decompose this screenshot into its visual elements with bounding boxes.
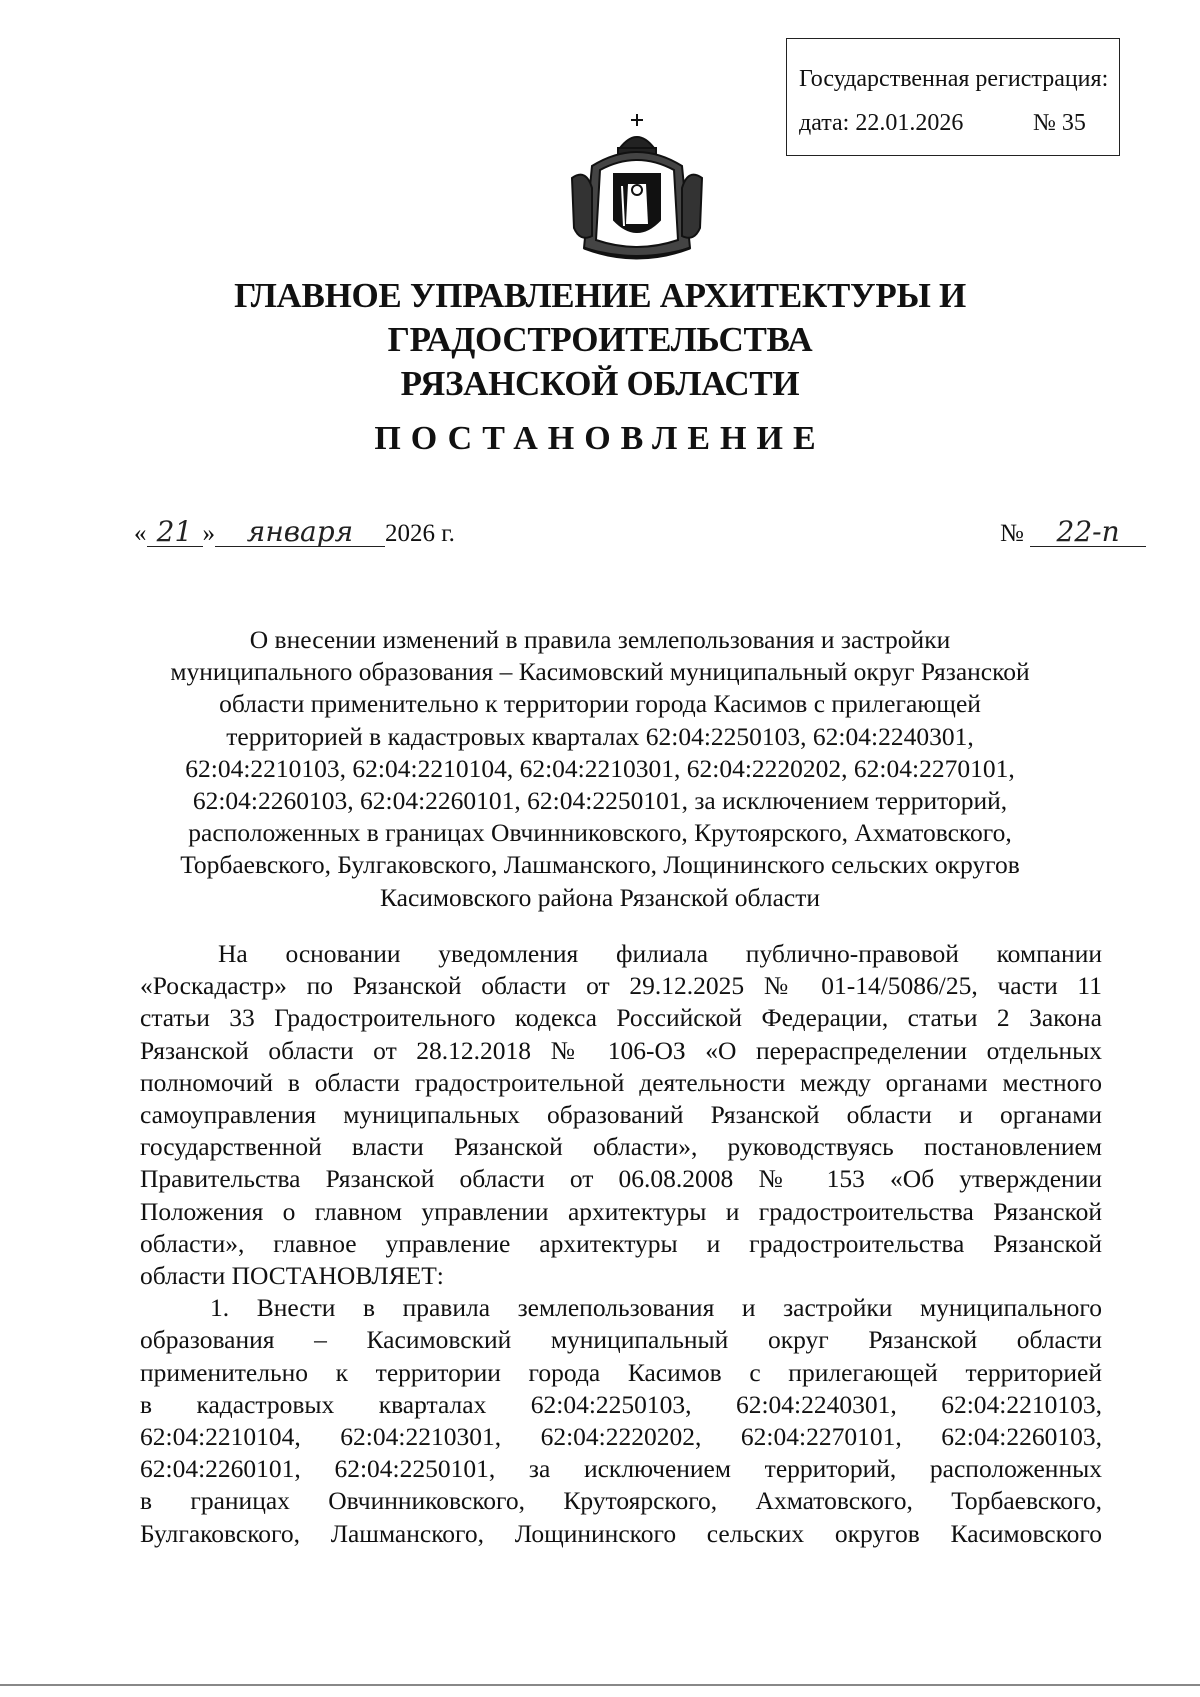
- organization-name-line1: ГЛАВНОЕ УПРАВЛЕНИЕ АРХИТЕКТУРЫ И ГРАДОСТРОИТЕЛЬСТВА: [234, 276, 966, 359]
- body-line: государственной власти Рязанской области», руководствуясь постановлением: [140, 1132, 1102, 1162]
- organization-name: [60, 274, 1140, 406]
- body-line: самоуправления муниципальных образований Рязанской области и органами: [140, 1100, 1102, 1130]
- body-line: в кадастровых кварталах 62:04:2250103, 62:04:2240301, 62:04:2210103,: [140, 1389, 1102, 1419]
- registration-date: дата: 22.01.2026: [799, 110, 964, 136]
- body-line: 1. Внести в правила землепользования и застройки муниципального: [210, 1293, 1102, 1323]
- handwritten-number: 22-п: [1030, 518, 1146, 547]
- organization-name-line2: РЯЗАНСКОЙ ОБЛАСТИ: [400, 364, 800, 403]
- body-line: применительно к территории города Касимов с прилегающей территорией: [140, 1357, 1102, 1387]
- body-line: полномочий в области градостроительной деятельности между органами местного: [140, 1067, 1102, 1097]
- document-subject: [150, 624, 1050, 914]
- date-year: 2026 г.: [385, 520, 455, 547]
- document-date: [134, 515, 455, 548]
- body-line: Правительства Рязанской области от 06.08.2008 № 153 «Об утверждении: [140, 1164, 1102, 1194]
- body-line: Рязанской области от 28.12.2018 № 106-ОЗ «О перераспределении отдельных: [140, 1035, 1102, 1065]
- body-line: образования – Касимовский муниципальный округ Рязанской области: [140, 1325, 1102, 1355]
- document-number: [1000, 515, 1146, 548]
- body-line: 62:04:2260101, 62:04:2250101, за исключением территорий, расположенных: [140, 1454, 1102, 1484]
- document-body: [140, 938, 1102, 1550]
- body-line: На основании уведомления филиала публично-правовой компании: [218, 939, 1102, 968]
- number-prefix: №: [1000, 520, 1024, 547]
- subject-line: муниципального образования – Касимовский муниципальный округ Рязанской: [170, 657, 1030, 687]
- coat-of-arms-icon: [562, 108, 712, 264]
- subject-line: Торбаевского, Булгаковского, Лашманского, Лощининского сельских округов: [180, 850, 1020, 880]
- date-open-quote: «: [134, 520, 147, 547]
- body-line: области ПОСТАНОВЛЯЕТ:: [140, 1261, 444, 1291]
- body-line: «Роскадастр» по Рязанской области от 29.12.2025 № 01-14/5086/25, части 11: [140, 971, 1102, 1001]
- document-type-title: ПОСТАНОВЛЕНИЕ: [374, 420, 826, 457]
- subject-line: 62:04:2210103, 62:04:2210104, 62:04:2210301, 62:04:2220202, 62:04:2270101,: [185, 753, 1015, 783]
- registration-title: Государственная регистрация:: [799, 66, 1109, 92]
- subject-line: 62:04:2260103, 62:04:2260101, 62:04:2250101, за исключением территорий,: [192, 786, 1008, 816]
- body-line: статьи 33 Градостроительного кодекса Российской Федерации, статьи 2 Закона: [140, 1003, 1102, 1033]
- body-line: Положения о главном управлении архитектуры и градостроительства Рязанской: [140, 1196, 1102, 1226]
- body-line: Булгаковского, Лашманского, Лощининского сельских округов Касимовского: [140, 1518, 1102, 1548]
- handwritten-day: 21: [147, 518, 203, 547]
- registration-number: № 35: [1033, 110, 1086, 136]
- subject-line: Касимовского района Рязанской области: [379, 882, 821, 912]
- date-close-quote: »: [202, 520, 215, 547]
- registration-stamp: [786, 38, 1120, 156]
- handwritten-month: января: [215, 518, 385, 547]
- body-line: в границах Овчинниковского, Крутоярского, Ахматовского, Торбаевского,: [140, 1486, 1102, 1516]
- subject-line: области применительно к территории города Касимов с прилегающей: [219, 689, 981, 719]
- subject-line: расположенных в границах Овчинниковского, Крутоярского, Ахматовского,: [188, 818, 1012, 848]
- body-line: области», главное управление архитектуры и градостроительства Рязанской: [140, 1228, 1102, 1258]
- scan-edge-divider: [0, 1684, 1200, 1686]
- subject-line: территорией в кадастровых кварталах 62:04:2250103, 62:04:2240301,: [226, 721, 974, 751]
- body-line: 62:04:2210104, 62:04:2210301, 62:04:2220202, 62:04:2270101, 62:04:2260103,: [140, 1422, 1102, 1452]
- subject-line: О внесении изменений в правила землепользования и застройки: [249, 625, 951, 654]
